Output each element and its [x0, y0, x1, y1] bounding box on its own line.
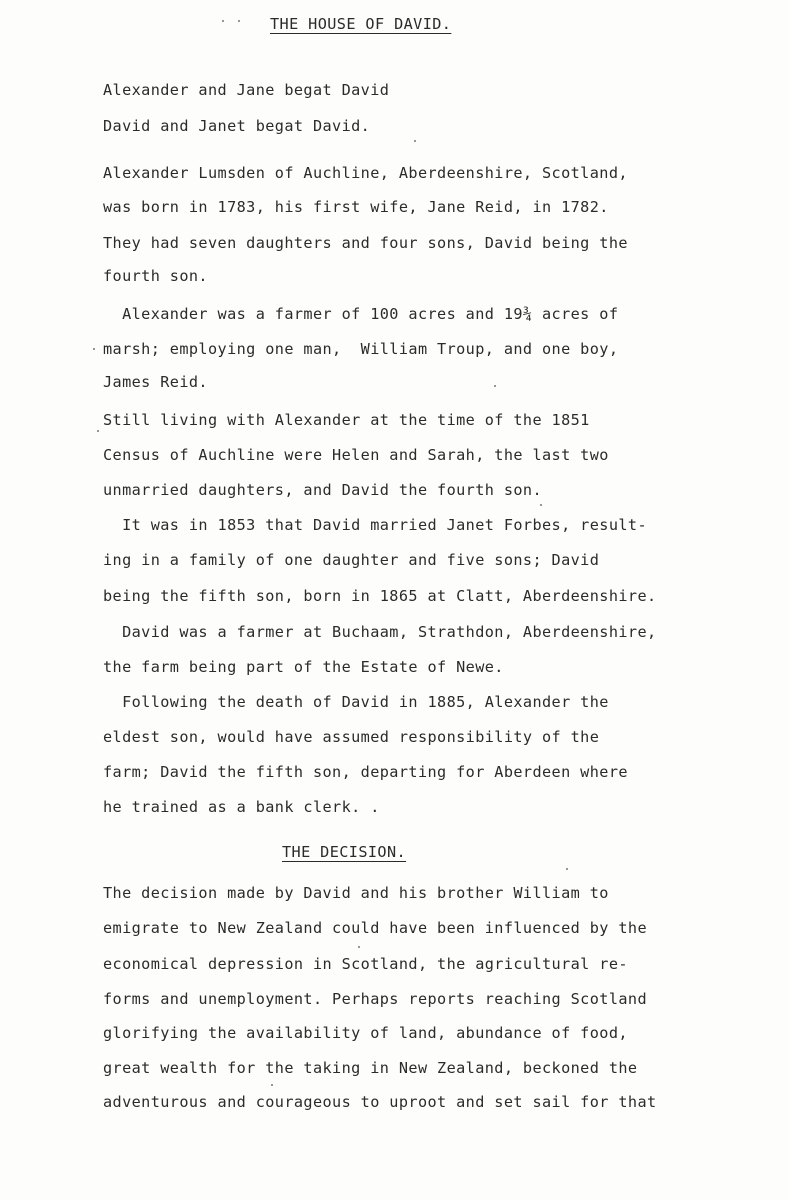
text-line: marsh; employing one man, William Troup, and one boy, [103, 340, 619, 358]
text-line: Alexander was a farmer of 100 acres and 19¾ acres of [103, 305, 619, 323]
text-line: fourth son. [103, 267, 208, 285]
scan-speck [566, 868, 568, 870]
text-line: unmarried daughters, and David the fourth son. [103, 481, 543, 499]
scan-speck [494, 385, 496, 387]
text-line: farm; David the fifth son, departing for Aberdeen where [103, 763, 628, 781]
scan-speck [540, 504, 542, 506]
text-line: Alexander Lumsden of Auchline, Aberdeenshire, Scotland, [103, 164, 628, 182]
text-line: They had seven daughters and four sons, David being the [103, 234, 628, 252]
scan-speck [97, 430, 99, 432]
text-line: James Reid. [103, 373, 208, 391]
text-line: ing in a family of one daughter and five sons; David [103, 551, 600, 569]
text-line: he trained as a bank clerk. . [103, 798, 380, 816]
text-line: Following the death of David in 1885, Alexander the [103, 693, 609, 711]
text-line: the farm being part of the Estate of Newe. [103, 658, 504, 676]
text-line: The decision made by David and his brother William to [103, 884, 609, 902]
text-line: Census of Auchline were Helen and Sarah, the last two [103, 446, 609, 464]
text-line: was born in 1783, his first wife, Jane Reid, in 1782. [103, 198, 609, 216]
section-heading: THE DECISION. [282, 843, 407, 861]
text-line: emigrate to New Zealand could have been influenced by the [103, 919, 647, 937]
text-line: adventurous and courageous to uproot and set sail for that [103, 1093, 657, 1111]
text-line: economical depression in Scotland, the agricultural re- [103, 955, 628, 973]
text-line: great wealth for the taking in New Zealand, beckoned the [103, 1059, 638, 1077]
text-line: glorifying the availability of land, abundance of food, [103, 1024, 628, 1042]
text-line: It was in 1853 that David married Janet Forbes, result- [103, 516, 647, 534]
scan-speck [414, 140, 416, 142]
text-line: David was a farmer at Buchaam, Strathdon, Aberdeenshire, [103, 623, 657, 641]
scan-speck [93, 348, 95, 350]
text-line: David and Janet begat David. [103, 117, 371, 135]
text-line: being the fifth son, born in 1865 at Clatt, Aberdeenshire. [103, 587, 657, 605]
scan-speck [358, 946, 360, 948]
text-line: Alexander and Jane begat David [103, 81, 390, 99]
text-line: Still living with Alexander at the time of the 1851 [103, 411, 590, 429]
scan-speck [222, 20, 224, 22]
scan-speck [271, 1084, 273, 1086]
scan-speck [238, 20, 240, 22]
text-line: eldest son, would have assumed responsibility of the [103, 728, 600, 746]
text-line: forms and unemployment. Perhaps reports reaching Scotland [103, 990, 647, 1008]
page-title: THE HOUSE OF DAVID. [270, 15, 452, 33]
